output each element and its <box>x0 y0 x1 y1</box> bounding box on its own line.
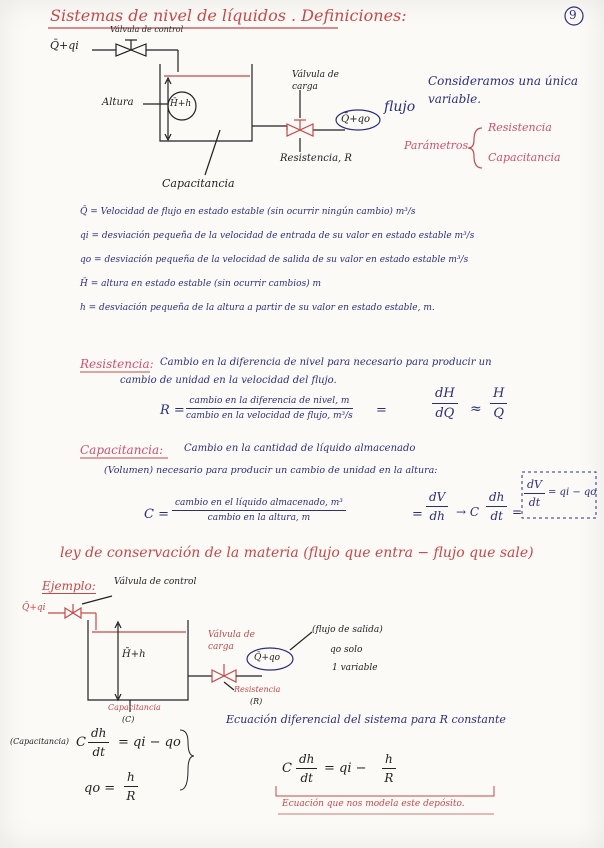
box-rhs: = qi − qo <box>548 487 597 498</box>
page-title: Sistemas de nivel de líquidos . Definiciones: <box>50 6 407 25</box>
height-value: H̄+h <box>170 99 192 109</box>
definition-qi: qi = desviación pequeña de la velocidad de entrada de su valor en estado estable m³/s <box>80 231 475 241</box>
c-arrow: → C <box>456 505 480 519</box>
capacitance-label: Capacitancia <box>162 177 235 190</box>
r-derivative <box>432 386 458 421</box>
eq-dt: dt <box>92 745 105 759</box>
example-inflow: Q̄+qi <box>22 603 46 613</box>
example-capacitance: Capacitancia <box>108 703 161 712</box>
param-resistance: Resistencia <box>488 121 552 134</box>
r-hnum: H <box>490 386 507 404</box>
conservation-law: ley de conservación de la materia (flujo que entra − flujo que sale) <box>60 545 534 561</box>
example-control-valve: Válvula de control <box>114 577 197 587</box>
parameters-brace <box>468 128 482 168</box>
capacitance-text1: Cambio en la cantidad de líquido almacenado <box>184 443 416 454</box>
single-variable-note: Consideramos una única variable. <box>428 74 578 106</box>
c-lhs: C = <box>144 507 169 522</box>
definition-h: h = desviación pequeña de la altura a partir de su valor en estado estable, m. <box>80 303 435 313</box>
diff-eq-title: Ecuación diferencial del sistema para R constante <box>226 713 506 726</box>
final-c: C <box>282 761 292 776</box>
inflow-label: Q̄+qi <box>50 39 79 52</box>
r-dden: dQ <box>435 406 455 421</box>
final-r: R <box>384 771 394 785</box>
eq-r: R <box>126 789 136 803</box>
c-dhdt <box>486 490 507 523</box>
r-fraction <box>186 396 353 421</box>
final-dhdt <box>296 752 317 785</box>
resistance-text2: cambio de unidad en la velocidad del flujo. <box>120 375 337 386</box>
r-approx: ≈ <box>470 401 482 417</box>
r-lhs: R = <box>160 403 185 418</box>
equations-brace <box>180 730 194 790</box>
c-hnum: dh <box>486 490 507 507</box>
example-c-symbol: (C) <box>122 715 135 724</box>
example-load-valve: Válvula de carga <box>208 630 255 652</box>
resistance-label: Resistencia, R <box>280 153 352 164</box>
final-bracket <box>276 786 494 796</box>
example-qo-only: qo solo <box>330 645 363 655</box>
eq1-rhs: = qi − qo <box>118 735 181 750</box>
param-capacitance: Capacitancia <box>488 151 561 164</box>
example-outflow-label: (flujo de salida) <box>312 625 383 635</box>
box-dvdt <box>524 478 545 509</box>
eq-h: h <box>124 770 138 787</box>
r-equals: = <box>376 403 387 418</box>
example-height: H̄+h <box>122 649 146 660</box>
r-ratio <box>490 386 507 421</box>
box-den: dt <box>528 496 541 509</box>
eq-dh: dh <box>88 726 109 743</box>
c-equals2: = <box>512 505 523 519</box>
final-rhs: = qi − <box>324 761 367 776</box>
c-hden: dt <box>490 509 503 523</box>
final-dh: dh <box>296 752 317 769</box>
load-valve-label: Válvula de carga <box>292 70 339 92</box>
final-dt: dt <box>300 771 313 785</box>
definition-h-steady: H̄ = altura en estado estable (sin ocurrir cambios) m <box>80 279 322 289</box>
example-outflow: Q̄+qo <box>254 653 281 663</box>
outflow-label: Q̄+qo <box>341 114 370 125</box>
resistance-text1: Cambio en la diferencia de nivel para necesario para producir un <box>160 357 492 368</box>
capacitance-term: Capacitancia: <box>80 443 164 457</box>
final-note: Ecuación que nos modela este depósito. <box>282 799 465 809</box>
example-r-symbol: (R) <box>250 697 263 706</box>
r-dnum: dH <box>432 386 458 404</box>
example-resistance: Resistencia <box>234 685 281 694</box>
c-derivative <box>426 490 448 523</box>
resistance-term: Resistencia: <box>80 357 154 371</box>
c-numerator: cambio en el líquido almacenado, m³ <box>172 498 346 511</box>
capacitance-pointer <box>205 130 220 175</box>
r-hden: Q <box>493 406 504 421</box>
height-label: Altura <box>102 97 134 108</box>
eq-dhdt <box>88 726 109 759</box>
capacitance-text2: (Volumen) necesario para producir un cambio de unidad en la altura: <box>104 465 438 476</box>
parameters-label: Parámetros <box>404 139 469 152</box>
final-h-over-r <box>382 752 396 785</box>
control-valve-label: Válvula de control <box>110 25 184 34</box>
c-denominator: cambio en la altura, m <box>207 513 311 523</box>
eq-qo-lhs: qo = <box>84 781 116 796</box>
c-fraction <box>172 498 346 523</box>
page-number: 9 <box>569 8 577 22</box>
r-numerator: cambio en la diferencia de nivel, m <box>186 396 353 409</box>
box-num: dV <box>524 478 545 494</box>
eq-cap-label: (Capacitancia) <box>10 737 70 746</box>
flow-word: flujo <box>384 99 416 115</box>
final-h: h <box>382 752 396 769</box>
c-vnum: dV <box>426 490 448 507</box>
definition-qo: qo = desviación pequeña de la velocidad de salida de su valor en estado estable m³/s <box>80 255 469 265</box>
c-vden: dh <box>429 509 445 523</box>
example-label: Ejemplo: <box>42 579 96 593</box>
r-denominator: cambio en la velocidad de flujo, m³/s <box>186 411 353 421</box>
eq-h-over-r <box>124 770 138 803</box>
eq-c: C <box>76 735 86 750</box>
definition-q: Q̄ = Velocidad de flujo en estado estable (sin ocurrir ningún cambio) m³/s <box>80 207 416 217</box>
example-one-variable: 1 variable <box>332 663 378 673</box>
c-equals: = <box>412 507 423 522</box>
